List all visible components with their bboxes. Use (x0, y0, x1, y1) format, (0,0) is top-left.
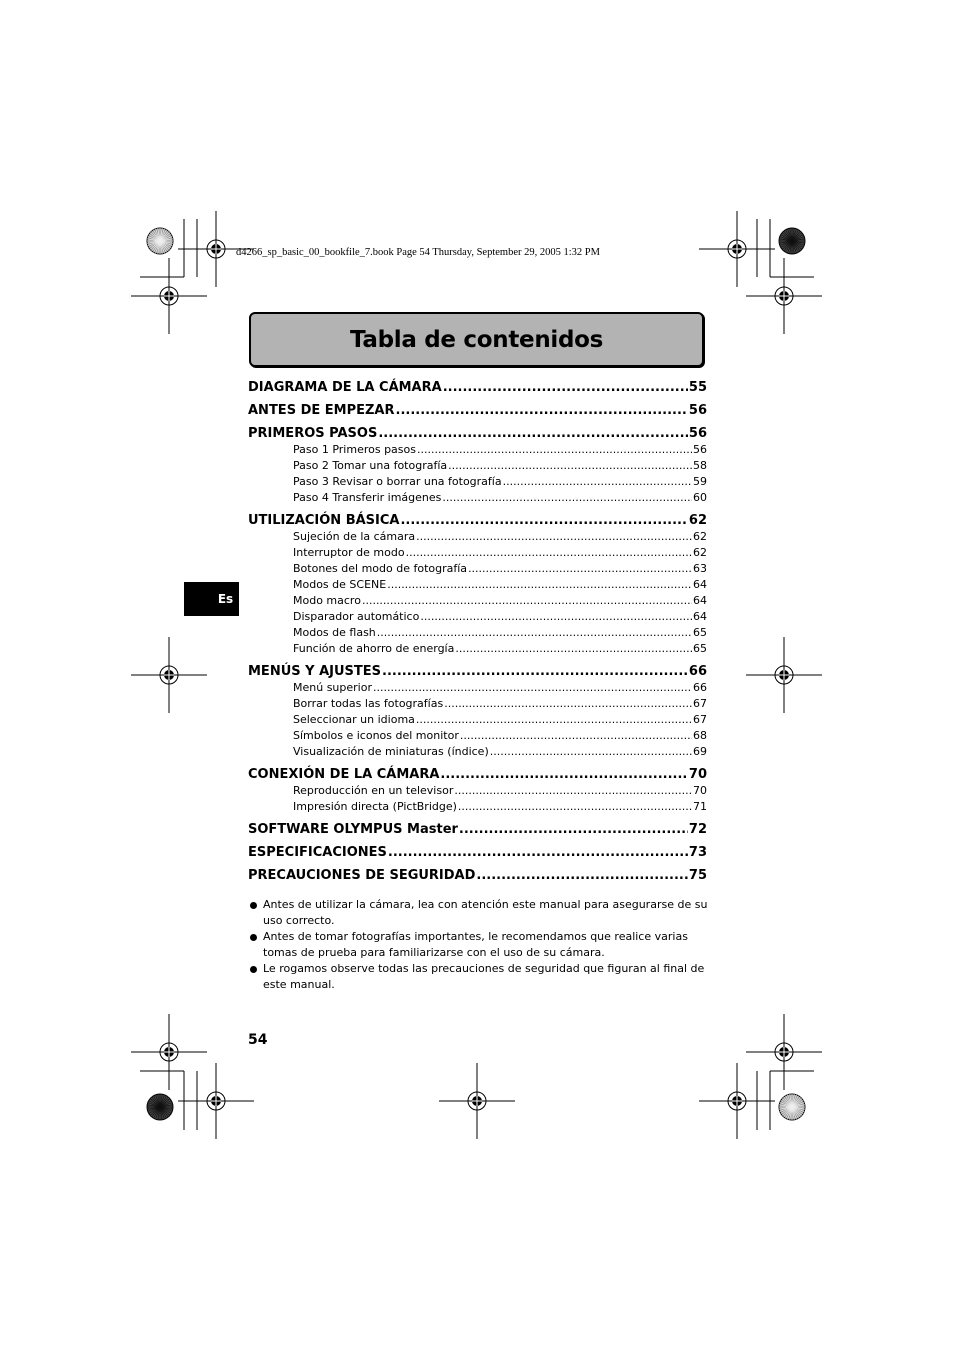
toc-subentry-label: Seleccionar un idioma (293, 713, 415, 726)
toc-section-diagrama-de-la-camara (248, 380, 707, 396)
toc-entry-page: 73 (688, 845, 707, 860)
toc-subentry-page: 63 (693, 562, 707, 575)
toc-leader-dots (378, 426, 688, 442)
toc-entry-label: ANTES DE EMPEZAR (248, 403, 395, 418)
toc-subentry[interactable] (248, 712, 707, 728)
starburst-mark-icon (779, 228, 805, 254)
toc-leader-dots (454, 783, 692, 799)
toc-subentry-page: 65 (693, 626, 707, 639)
toc-subentry-page: 59 (693, 475, 707, 488)
toc-section-precauciones-de-seguridad (248, 868, 707, 884)
toc-subentry[interactable] (248, 744, 707, 760)
toc-leader-dots (416, 712, 692, 728)
toc-section-utilizacion-basica (248, 513, 707, 657)
toc-entry[interactable] (248, 380, 707, 396)
starburst-mark-icon (779, 1094, 805, 1120)
note-item (248, 929, 708, 961)
registration-target-icon (131, 1014, 207, 1090)
toc-entry-page: 62 (688, 513, 707, 528)
toc-subentry-label: Modos de flash (293, 626, 376, 639)
toc-subentry[interactable] (248, 593, 707, 609)
toc-subentry-page: 69 (693, 745, 707, 758)
toc-subentry[interactable] (248, 490, 707, 506)
toc-subentry-label: Impresión directa (PictBridge) (293, 800, 457, 813)
registration-target-icon (699, 1063, 775, 1139)
note-text: Antes de tomar fotografías importantes, le recomendamos que realice varias tomas de prueba para familiarizarse con el uso de su cámara. (263, 930, 688, 959)
toc-entry-page: 56 (688, 426, 707, 441)
toc-subentry-page: 62 (693, 530, 707, 543)
toc-subentry[interactable] (248, 561, 707, 577)
toc-subentry-label: Reproducción en un televisor (293, 784, 454, 797)
toc-subentry-label: Modos de SCENE (293, 578, 387, 591)
note-item (248, 897, 708, 929)
toc-subentry[interactable] (248, 545, 707, 561)
toc-leader-dots (444, 696, 692, 712)
toc-subentry[interactable] (248, 799, 707, 815)
toc-leader-dots (503, 474, 692, 490)
toc-subentry-label: Botones del modo de fotografía (293, 562, 468, 575)
registration-target-icon (746, 637, 822, 713)
toc-section-antes-de-empezar (248, 403, 707, 419)
toc-entry-page: 66 (688, 664, 707, 679)
registration-target-icon (178, 1063, 254, 1139)
toc-entry[interactable] (248, 513, 707, 529)
toc-entry[interactable] (248, 664, 707, 680)
toc-subentry-page: 71 (693, 800, 707, 813)
toc-subentry-page: 68 (693, 729, 707, 742)
toc-leader-dots (406, 545, 692, 561)
toc-leader-dots (490, 744, 692, 760)
toc-entry[interactable] (248, 845, 707, 861)
toc-section-conexion-de-la-camara (248, 767, 707, 815)
toc-section-software-olympus-master (248, 822, 707, 838)
toc-subentry[interactable] (248, 728, 707, 744)
table-of-contents (248, 378, 707, 884)
toc-subentry-page: 60 (693, 491, 707, 504)
toc-subentry-label: Visualización de miniaturas (índice) (293, 745, 489, 758)
toc-entry-label: DIAGRAMA DE LA CÁMARA (248, 380, 442, 395)
toc-leader-dots (388, 845, 688, 861)
toc-subentry-label: Disparador automático (293, 610, 420, 623)
toc-subentry[interactable] (248, 641, 707, 657)
page-title: Tabla de contenidos (349, 327, 604, 353)
starburst-mark-icon (147, 1094, 173, 1120)
toc-leader-dots (420, 609, 692, 625)
bullet-icon (250, 966, 257, 973)
toc-entry-label: UTILIZACIÓN BÁSICA (248, 513, 400, 528)
toc-section-menus-y-ajustes (248, 664, 707, 760)
toc-subentry-label: Paso 2 Tomar una fotografía (293, 459, 448, 472)
toc-subentry-label: Paso 3 Revisar o borrar una fotografía (293, 475, 502, 488)
toc-entry-label: SOFTWARE OLYMPUS Master (248, 822, 458, 837)
toc-subentry[interactable] (248, 609, 707, 625)
toc-subentry-page: 65 (693, 642, 707, 655)
toc-leader-dots (377, 625, 692, 641)
toc-subentry[interactable] (248, 625, 707, 641)
toc-entry[interactable] (248, 868, 707, 884)
toc-leader-dots (476, 868, 687, 884)
toc-leader-dots (448, 458, 692, 474)
toc-subentry[interactable] (248, 680, 707, 696)
toc-entry-label: CONEXIÓN DE LA CÁMARA (248, 767, 440, 782)
toc-entry[interactable] (248, 403, 707, 419)
toc-entry-label: MENÚS Y AJUSTES (248, 664, 382, 679)
bullet-icon (250, 902, 257, 909)
toc-subentry[interactable] (248, 783, 707, 799)
toc-entry-page: 75 (688, 868, 707, 883)
toc-subentry-label: Símbolos e iconos del monitor (293, 729, 459, 742)
toc-entry-page: 55 (688, 380, 707, 395)
toc-subentry-label: Sujeción de la cámara (293, 530, 416, 543)
toc-leader-dots (396, 403, 688, 419)
registration-target-icon (131, 258, 207, 334)
toc-entry[interactable] (248, 822, 707, 838)
toc-subentry-page: 56 (693, 443, 707, 456)
print-info-header: d4266_sp_basic_00_bookfile_7.book Page 54 Thursday, September 29, 2005 1:32 PM (236, 247, 600, 258)
registration-target-icon (131, 637, 207, 713)
language-tab: Es (184, 582, 239, 616)
toc-subentry[interactable] (248, 442, 707, 458)
toc-leader-dots (468, 561, 692, 577)
toc-leader-dots (460, 728, 692, 744)
toc-subentry[interactable] (248, 529, 707, 545)
toc-subentry-label: Borrar todas las fotografías (293, 697, 444, 710)
starburst-mark-icon (147, 228, 173, 254)
toc-entry-label: ESPECIFICACIONES (248, 845, 387, 860)
note-text: Le rogamos observe todas las precauciones de seguridad que figuran al final de este manual. (263, 962, 705, 991)
toc-subentry-label: Menú superior (293, 681, 372, 694)
toc-leader-dots (417, 442, 692, 458)
toc-subentry-page: 64 (693, 594, 707, 607)
toc-entry-page: 70 (688, 767, 707, 782)
toc-entry-label: PRIMEROS PASOS (248, 426, 378, 441)
toc-entry-page: 56 (688, 403, 707, 418)
toc-subentry[interactable] (248, 696, 707, 712)
toc-leader-dots (440, 767, 687, 783)
toc-leader-dots (382, 664, 688, 680)
toc-subentry-page: 64 (693, 610, 707, 623)
toc-leader-dots (387, 577, 692, 593)
toc-section-primeros-pasos (248, 426, 707, 506)
toc-subentry-page: 70 (693, 784, 707, 797)
registration-target-icon (699, 211, 775, 287)
toc-subentry-label: Paso 4 Transferir imágenes (293, 491, 442, 504)
toc-subentry-page: 66 (693, 681, 707, 694)
page-number: 54 (248, 1032, 268, 1048)
toc-subentry-label: Paso 1 Primeros pasos (293, 443, 416, 456)
toc-leader-dots (373, 680, 692, 696)
toc-subentry-label: Función de ahorro de energía (293, 642, 455, 655)
title-banner (249, 312, 704, 367)
toc-leader-dots (362, 593, 692, 609)
registration-target-icon (439, 1063, 515, 1139)
toc-entry[interactable] (248, 767, 707, 783)
bullet-icon (250, 934, 257, 941)
toc-section-especificaciones (248, 845, 707, 861)
toc-subentry-page: 58 (693, 459, 707, 472)
toc-leader-dots (458, 799, 692, 815)
toc-subentry-page: 62 (693, 546, 707, 559)
toc-subentry-label: Interruptor de modo (293, 546, 405, 559)
toc-subentry-page: 67 (693, 713, 707, 726)
toc-subentry[interactable] (248, 577, 707, 593)
toc-leader-dots (443, 380, 688, 396)
toc-subentry[interactable] (248, 458, 707, 474)
toc-subentry-page: 64 (693, 578, 707, 591)
toc-leader-dots (400, 513, 687, 529)
toc-leader-dots (455, 641, 692, 657)
toc-leader-dots (416, 529, 692, 545)
toc-entry-page: 72 (688, 822, 707, 837)
note-text: Antes de utilizar la cámara, lea con atención este manual para asegurarse de su uso correcto. (263, 898, 708, 927)
toc-entry-label: PRECAUCIONES DE SEGURIDAD (248, 868, 476, 883)
toc-subentry-page: 67 (693, 697, 707, 710)
toc-leader-dots (442, 490, 692, 506)
toc-leader-dots (459, 822, 688, 838)
note-item (248, 961, 708, 993)
toc-subentry-label: Modo macro (293, 594, 361, 607)
toc-subentry[interactable] (248, 474, 707, 490)
toc-entry[interactable] (248, 426, 707, 442)
notes-list (248, 897, 708, 993)
